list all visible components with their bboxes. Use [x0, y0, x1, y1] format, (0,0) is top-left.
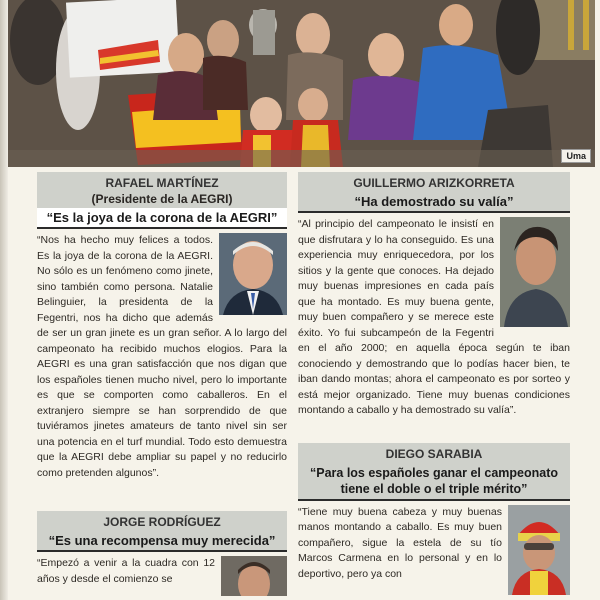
section-quote: “Para los españoles ganar el campeonato tiene el doble o el triple mérito”: [298, 463, 570, 501]
section-body: [37, 233, 287, 481]
section-name: DIEGO SARABIA: [298, 443, 570, 463]
section-quote: “Es la joya de la corona de la AEGRI”: [37, 208, 287, 229]
group-photo: [8, 0, 595, 167]
portrait-rafael-martinez: [219, 233, 287, 315]
section-body: [298, 505, 570, 583]
portrait-diego-sarabia: [508, 505, 570, 595]
section-body-text: “Empezó a venir a la cuadra con 12 años y desde el comienzo se: [37, 557, 215, 585]
section-rafael-martinez: [37, 172, 287, 481]
section-body-text: “Nos ha hecho muy felices a todos. Es la joya de la corona de la AEGRI. No sólo es un fenómeno como jinete, sino también como persona. Natalie Belinguier, la presidenta de la Fegentri, nos ha dicho que además de ser un gran jinete es un gran señor. A lo largo del campeonato ha recibido muchos elogios. Para la AEGRI es una gran satisfacción que nos digan que los españoles tienen mucho nivel, pero lo importante es que se comporten como caballeros. En el extranjero siempre se han sorprendido de que tuviéramos jinetes amateurs de tanto nivel sin ser una potencia en el turf mundial. Todo esto demuestra que la AEGRI debe ampliar su papel y no reducirlo como pretenden algunos”.: [37, 234, 287, 479]
group-photo-illustration: [8, 0, 595, 167]
section-body: [37, 556, 287, 587]
section-body-text: “Al principio del campeonato le insistí en que disfrutara y lo ha conseguido. Es una experiencia muy enriquecedora, por los sitios y la gente que conoces. Ha dejado muy buenas impresiones en cada país que ha montado. Es muy buena gente, muy buen compañero y se merece este éxito. Yo fui subcampeón de la Fegentri en el año 2000; en aquella época según te iban conociendo y demostrando que lo podías hacer bien, te iban dando montas; ahora el campeonato es por sorteo y está mejor organizado. Tiene muy buenas condiciones montando a caballo y ha demostrado su valía”.: [298, 218, 570, 416]
section-role: (Presidente de la AEGRI): [37, 192, 287, 208]
section-jorge-rodriguez: [37, 511, 287, 587]
section-body: [298, 217, 570, 419]
portrait-jorge-rodriguez: [221, 556, 287, 596]
section-quote: “Es una recompensa muy merecida”: [37, 531, 287, 552]
section-quote: “Ha demostrado su valía”: [298, 192, 570, 213]
photo-credit: Uma: [561, 149, 591, 163]
left-column: [37, 172, 287, 598]
section-name: RAFAEL MARTÍNEZ: [37, 172, 287, 192]
right-column: [298, 172, 570, 597]
section-name: JORGE RODRÍGUEZ: [37, 511, 287, 531]
section-guillermo-arizkorreta: [298, 172, 570, 419]
page-spine: [0, 0, 8, 600]
portrait-guillermo-arizkorreta: [500, 217, 570, 327]
section-body-text: “Tiene muy buena cabeza y muy buenas manos montando a caballo. Es muy buen compañero, sigue la estela de su tío Marcos Carmena en lo personal y en lo deportivo, pero ya con: [298, 505, 502, 580]
section-diego-sarabia: [298, 443, 570, 583]
section-name: GUILLERMO ARIZKORRETA: [298, 172, 570, 192]
